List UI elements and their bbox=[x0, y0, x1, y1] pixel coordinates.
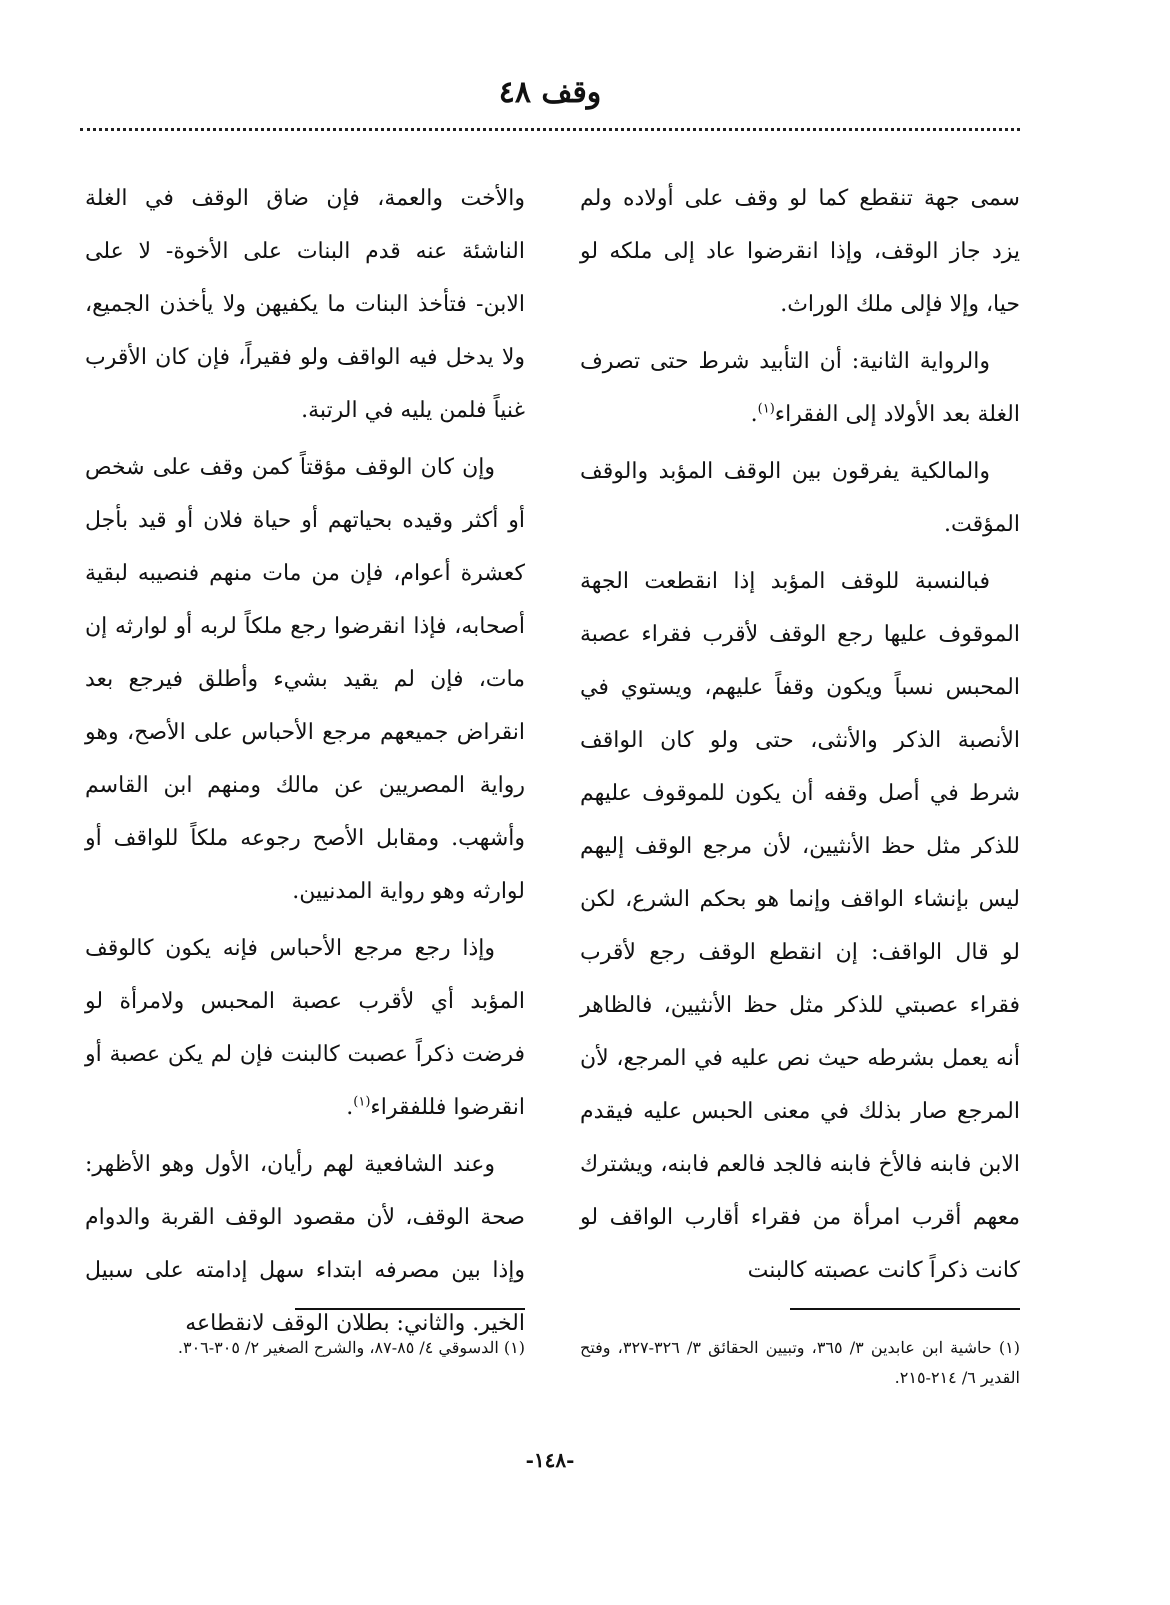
paragraph: وإن كان الوقف مؤقتاً كمن وقف على شخص أو أكثر وقيده بحياتهم أو حياة فلان أو قيد بأجل كعشرة أعوام، فإن من مات منهم فنصيبه لبقية أصحابه، فإذا انقرضوا رجع ملكاً لربه أو لوارثه إن مات، فإن لم يقيد بشيء وأطلق فيرجع بعد انقراض جميعهم مرجع الأحباس على الأصح، وهو رواية المصريين عن مالك ومنهم ابن القاسم وأشهب. ومقابل الأصح رجوعه ملكاً للواقف أو لوارثه وهو رواية المدنيين. bbox=[85, 455, 525, 904]
paragraph: سمى جهة تنقطع كما لو وقف على أولاده ولم يزد جاز الوقف، وإذا انقرضوا عاد إلى ملكه لو حيا، وإلا فإلى ملك الوراث. bbox=[580, 186, 1020, 317]
paragraph: وإذا رجع مرجع الأحباس فإنه يكون كالوقف المؤبد أي لأقرب عصبة المحبس ولامرأة لو فرضت ذكراً عصبت كالبنت فإن لم يكن عصبة أو انقرضوا فللفقراء$^{(١)}$. bbox=[85, 936, 525, 1120]
page-number: -١٤٨- bbox=[525, 1448, 575, 1472]
right-text-column bbox=[580, 172, 1020, 1283]
left-text-column bbox=[85, 172, 525, 1336]
paragraph: والأخت والعمة، فإن ضاق الوقف في الغلة الناشئة عنه قدم البنات على الأخوة- لا على الابن- فتأخذ البنات ما يكفيهن ولا يأخذن الجميع، ولا يدخل فيه الواقف ولو فقيراً، فإن كان الأقرب غنياً فلمن يليه في الرتبة. bbox=[85, 186, 525, 423]
paragraph: فبالنسبة للوقف المؤبد إذا انقطعت الجهة الموقوف عليها رجع الوقف لأقرب فقراء عصبة المحبس نسباً ويكون وقفاً عليهم، ويستوي في الأنصبة الذكر والأنثى، حتى ولو كان الواقف شرط في أصل وقفه أن يكون للموقوف عليهم للذكر مثل حظ الأنثيين، لأن مرجع الوقف إليهم ليس بإنشاء الواقف وإنما هو بحكم الشرع، لكن لو قال الواقف: إن انقطع الوقف رجع لأقرب فقراء عصبتي للذكر مثل حظ الأنثيين، فالظاهر أنه يعمل بشرطه حيث نص عليه في المرجع، لأن المرجع صار بذلك في معنى الحبس عليه فيقدم الابن فابنه فالأخ فابنه فالجد فالعم فابنه، ويشترك معهم أقرب امرأة من فقراء أقارب الواقف لو كانت ذكراً كانت عصبته كالبنت bbox=[580, 569, 1020, 1283]
footnote-marker: (١) bbox=[353, 1094, 371, 1110]
footnote-right: (١) حاشية ابن عابدين ٣/ ٣٦٥، وتبيين الحقائق ٣/ ٣٢٦-٣٢٧، وفتح القدير ٦/ ٢١٤-٢١٥. bbox=[580, 1338, 1020, 1387]
paragraph: والمالكية يفرقون بين الوقف المؤبد والوقف المؤقت. bbox=[580, 459, 1020, 537]
footnote-separator bbox=[790, 1308, 1020, 1310]
footnote-marker: (١) bbox=[757, 401, 775, 417]
paragraph: وعند الشافعية لهم رأيان، الأول وهو الأظهر: صحة الوقف، لأن مقصود الوقف القربة والدوام وإذا بين مصرفه ابتداء سهل إدامته على سبيل الخير. والثاني: بطلان الوقف لانقطاعه bbox=[85, 1152, 525, 1336]
footnote-left: (١) الدسوقي ٤/ ٨٥-٨٧، والشرح الصغير ٢/ ٣٠٥-٣٠٦. bbox=[177, 1338, 525, 1357]
paragraph: والرواية الثانية: أن التأبيد شرط حتى تصرف الغلة بعد الأولاد إلى الفقراء$^{(١)}$. bbox=[580, 349, 1020, 427]
page-header-title: وقف ٤٨ bbox=[498, 75, 602, 110]
footnote-separator bbox=[295, 1308, 525, 1310]
header-dotted-divider bbox=[80, 128, 1020, 131]
